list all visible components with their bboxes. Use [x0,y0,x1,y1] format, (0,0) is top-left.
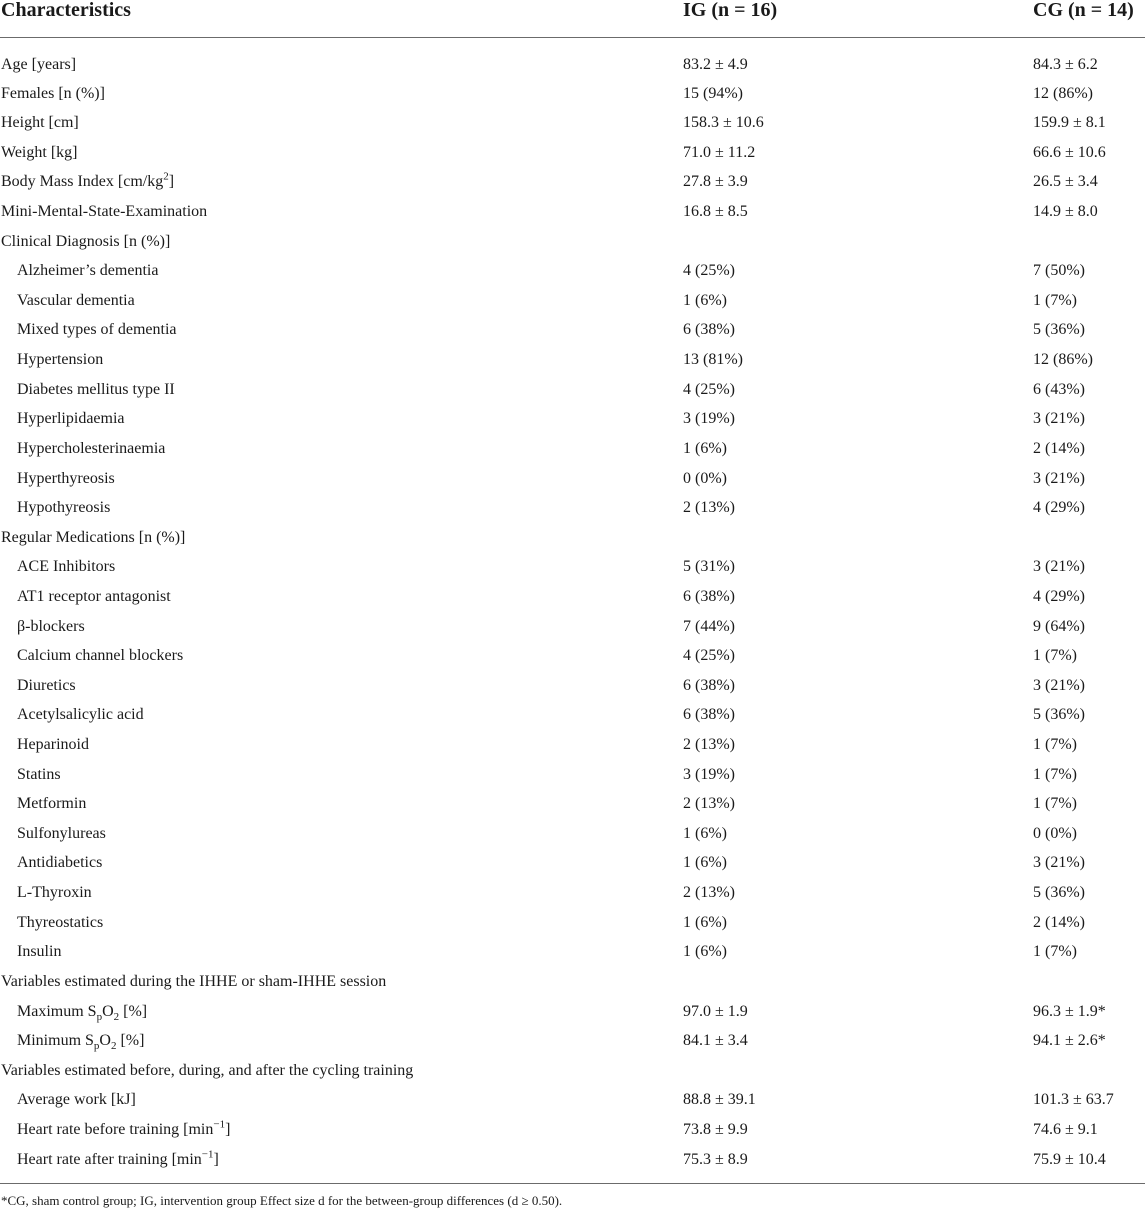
table-row [0,364,1145,398]
table-row [0,38,1145,73]
cell-ig-value: 4 (25%) [683,262,735,280]
row-label-text: Thyreostatics [17,913,104,931]
cell-cg-value: 1 (7%) [1033,291,1077,309]
table-row [0,1015,1145,1053]
table-row [0,837,1145,872]
cell-cg-value: 3 (21%) [1033,469,1085,487]
cell-cg-value: 1 (7%) [1033,943,1077,961]
cell-ig-value: 1 (6%) [683,943,727,961]
cell-cg-value: 6 (43%) [1033,380,1085,398]
cell-ig-value: 6 (38%) [683,321,735,339]
table-row [0,275,1145,309]
row-label-text: Maximum S [17,1002,97,1020]
table-row [0,778,1145,813]
cell-cg-value: 26.5 ± 3.4 [1033,173,1098,191]
row-label-text: Variables estimated during the IHHE or sham-IHHE session [1,972,387,990]
row-label-text: Diabetes mellitus type II [17,380,175,398]
row-label-text: Statins [17,765,61,783]
row-label-text: Heparinoid [17,736,89,754]
cell-cg-value: 3 (21%) [1033,410,1085,428]
cell-ig-value: 27.8 ± 3.9 [683,173,748,191]
row-label-text: Diuretics [17,676,76,694]
cell-ig-value: 1 (6%) [683,291,727,309]
cell-ig-value: 158.3 ± 10.6 [683,114,764,132]
table-row [0,186,1145,221]
table-row [0,1045,1145,1079]
row-label-text: Mixed types of dementia [17,321,177,339]
header-characteristics: Characteristics [1,0,131,21]
cell-ig-value: 6 (38%) [683,706,735,724]
label-suffix: [%] [116,1032,145,1050]
row-label-text: Acetylsalicylic acid [17,706,144,724]
label-subscript: 2 [110,1040,117,1053]
row-label-text: ACE Inhibitors [17,558,116,576]
cell-ig-value: 1 (6%) [683,913,727,931]
table-row [0,127,1145,161]
cell-cg-value: 2 (14%) [1033,913,1085,931]
label-superscript: −1 [201,1148,214,1161]
table-row [0,897,1145,931]
cell-ig-value: 6 (38%) [683,587,735,605]
row-label-text: Calcium channel blockers [17,647,184,665]
table-row [0,304,1145,339]
row-label-text: Hypertension [17,351,104,369]
row-label-text: Hyperlipidaemia [17,410,125,428]
table-row [0,808,1145,842]
cell-ig-value: 2 (13%) [683,499,735,517]
cell-ig-value: 3 (19%) [683,410,735,428]
cell-ig-value: 4 (25%) [683,380,735,398]
cell-cg-value: 14.9 ± 8.0 [1033,203,1098,221]
row-label-text: Heart rate before training [min [17,1120,214,1138]
row-label-text: Height [cm] [1,114,79,132]
row-label-text: Mini-Mental-State-Examination [1,203,208,221]
cell-cg-value: 84.3 ± 6.2 [1033,56,1098,73]
table-row [0,660,1145,694]
row-label-text: Hyperthyreosis [17,469,115,487]
table-row [0,689,1145,724]
row-label-text: Hypercholesterinaemia [17,439,166,457]
cell-ig-value: 1 (6%) [683,854,727,872]
table-row [0,541,1145,576]
row-label-text: Heart rate after training [min [17,1150,202,1168]
row-label-text: Minimum S [17,1032,94,1050]
cell-cg-value: 4 (29%) [1033,587,1085,605]
row-label-text: L-Thyroxin [17,884,92,902]
cell-ig-value: 3 (19%) [683,765,735,783]
table-row [0,393,1145,428]
label-subscript: p [93,1040,100,1053]
cell-ig-value: 2 (13%) [683,736,735,754]
table-row [0,482,1145,517]
label-suffix: O [99,1032,111,1050]
cell-ig-value: 13 (81%) [683,351,743,369]
cell-cg-value: 5 (36%) [1033,884,1085,902]
table-row [0,749,1145,783]
table-row [0,926,1145,961]
table-row [0,334,1145,369]
table-row [0,601,1145,635]
table-row [0,423,1145,457]
table-body [0,38,1145,1168]
row-label-text: Weight [kg] [1,143,78,161]
cell-cg-value: 12 (86%) [1033,351,1093,369]
label-subscript: p [96,1010,103,1023]
cell-cg-value: 1 (7%) [1033,736,1077,754]
row-label-text: Variables estimated before, during, and after the cycling training [1,1061,414,1079]
row-label-text: Body Mass Index [cm/kg [1,173,164,191]
cell-cg-value: 4 (29%) [1033,499,1085,517]
cell-cg-value: 3 (21%) [1033,854,1085,872]
cell-cg-value: 66.6 ± 10.6 [1033,143,1106,161]
cell-ig-value: 88.8 ± 39.1 [683,1091,756,1109]
cell-ig-value: 84.1 ± 3.4 [683,1032,748,1050]
row-label-text: AT1 receptor antagonist [17,587,171,605]
table-bottom-rule [0,1183,1145,1184]
cell-cg-value: 7 (50%) [1033,262,1085,280]
cell-ig-value: 71.0 ± 11.2 [683,143,756,161]
header-ig: IG (n = 16) [683,0,778,21]
cell-cg-value: 75.9 ± 10.4 [1033,1150,1106,1168]
table-row [0,245,1145,280]
table-row [0,719,1145,754]
table-row [0,1104,1145,1138]
table-footnote: *CG, sham control group; IG, intervention group Effect size d for the between-group differences (d ≥ 0.50). [1,1193,563,1208]
cell-ig-value: 5 (31%) [683,558,735,576]
row-label-text: Average work [kJ] [17,1091,136,1109]
row-label-text: Antidiabetics [17,854,103,872]
cell-ig-value: 1 (6%) [683,824,727,842]
cell-cg-value: 1 (7%) [1033,795,1077,813]
cell-ig-value: 2 (13%) [683,795,735,813]
cell-ig-value: 6 (38%) [683,676,735,694]
cell-cg-value: 1 (7%) [1033,765,1077,783]
table-row [0,216,1145,250]
table-row [0,986,1145,1023]
row-label-text: Sulfonylureas [17,824,106,842]
label-superscript: 2 [163,171,169,184]
cell-ig-value: 1 (6%) [683,439,727,457]
table-row [0,1074,1145,1109]
table-row [0,156,1145,191]
cell-ig-value: 2 (13%) [683,884,735,902]
table-row [0,867,1145,902]
cell-cg-value: 74.6 ± 9.1 [1033,1120,1098,1138]
cell-ig-value: 75.3 ± 8.9 [683,1150,748,1168]
cell-cg-value: 96.3 ± 1.9* [1033,1002,1106,1020]
table-header [0,0,1145,38]
row-label-text: Vascular dementia [17,291,135,309]
label-superscript: −1 [213,1118,226,1131]
label-suffix: ] [225,1120,231,1138]
cell-ig-value: 97.0 ± 1.9 [683,1002,748,1020]
cell-ig-value: 15 (94%) [683,84,743,102]
cell-cg-value: 1 (7%) [1033,647,1077,665]
header-cg: CG (n = 14) [1033,0,1134,21]
cell-ig-value: 83.2 ± 4.9 [683,56,748,73]
row-label-text: Clinical Diagnosis [n (%)] [1,232,171,250]
cell-cg-value: 12 (86%) [1033,84,1093,102]
table-row [0,630,1145,665]
row-label-text: Females [n (%)] [1,84,105,102]
table-row [0,956,1145,990]
row-label-text: Regular Medications [n (%)] [1,528,186,546]
row-label-text: Insulin [17,943,62,961]
table-row [0,68,1145,102]
row-label [1,1148,219,1168]
cell-ig-value: 16.8 ± 8.5 [683,203,748,221]
label-suffix: ] [168,173,175,191]
cell-cg-value: 5 (36%) [1033,321,1085,339]
label-suffix: O [102,1002,114,1020]
label-subscript: 2 [113,1010,120,1023]
label-suffix: ] [213,1150,219,1168]
cell-ig-value: 4 (25%) [683,647,735,665]
cell-cg-value: 3 (21%) [1033,558,1085,576]
cell-ig-value: 73.8 ± 9.9 [683,1120,748,1138]
cell-cg-value: 2 (14%) [1033,439,1085,457]
table-row [0,512,1145,546]
cell-cg-value: 3 (21%) [1033,676,1085,694]
label-suffix: [%] [119,1002,148,1020]
cell-cg-value: 94.1 ± 2.6* [1033,1032,1106,1050]
table-row [0,453,1145,487]
table-row [0,97,1145,132]
table-row [0,1134,1145,1168]
table-row [0,571,1145,605]
row-label-text: Alzheimer’s dementia [17,262,159,280]
cell-cg-value: 9 (64%) [1033,617,1085,635]
row-label-text: Metformin [17,795,87,813]
cell-cg-value: 0 (0%) [1033,824,1077,842]
cell-cg-value: 159.9 ± 8.1 [1033,114,1106,132]
cell-ig-value: 0 (0%) [683,469,727,487]
row-label-text: β-blockers [17,617,85,635]
cell-cg-value: 101.3 ± 63.7 [1033,1091,1114,1109]
cell-ig-value: 7 (44%) [683,617,735,635]
row-label-text: Age [years] [1,56,77,73]
cell-cg-value: 5 (36%) [1033,706,1085,724]
row-label-text: Hypothyreosis [17,499,111,517]
